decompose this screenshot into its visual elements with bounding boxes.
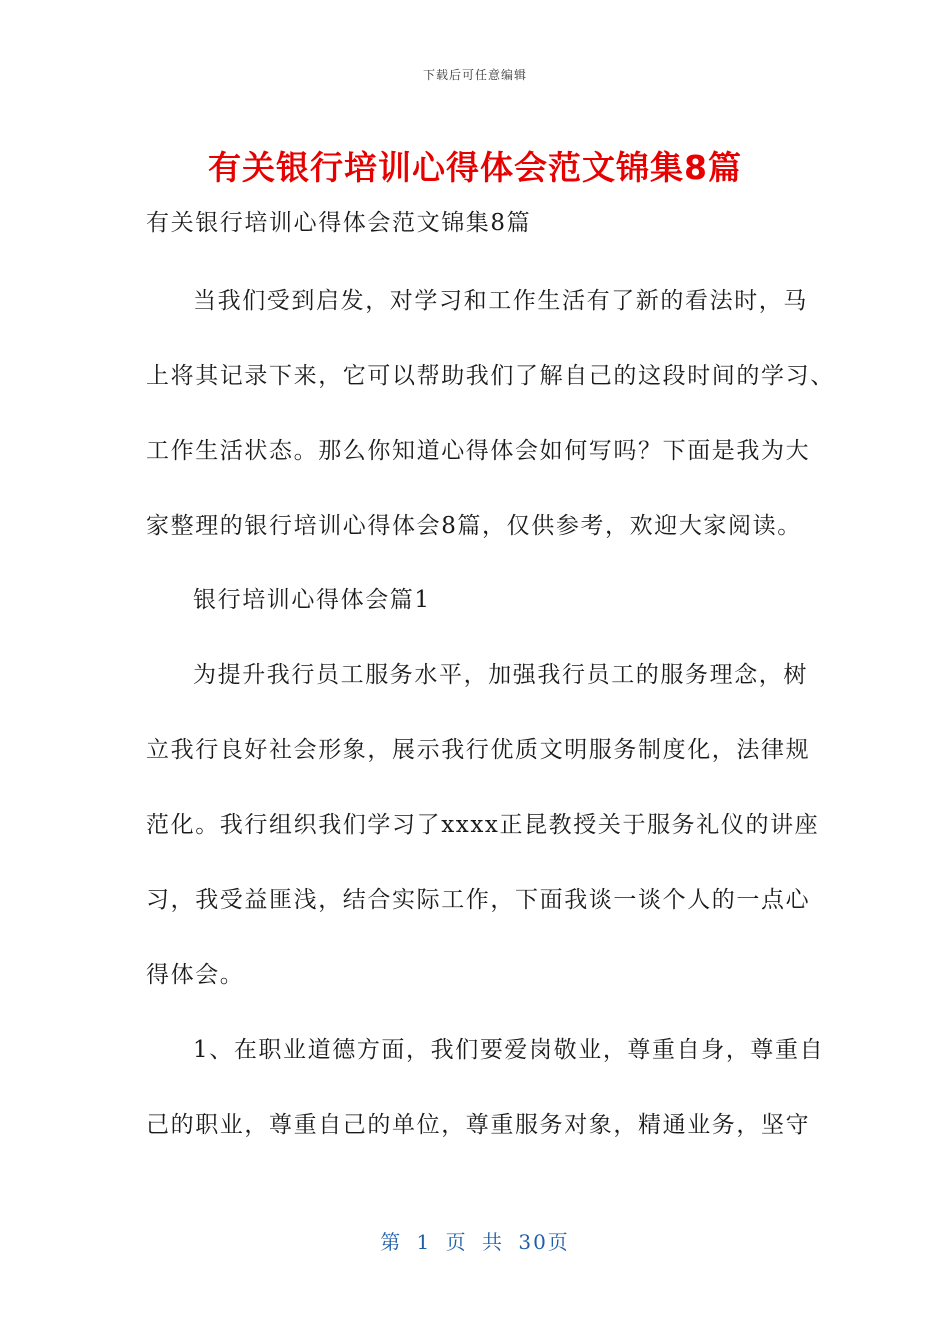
paragraph-line: 习，我受益匪浅，结合实际工作，下面我谈一谈个人的一点心	[146, 887, 811, 913]
paragraph-line: 当我们受到启发，对学习和工作生活有了新的看法时，马	[193, 288, 808, 314]
paragraph-line: 1、在职业道德方面，我们要爱岗敬业，尊重自身，尊重自	[193, 1037, 825, 1063]
paragraph-line: 上将其记录下来，它可以帮助我们了解自己的这段时间的学习、	[146, 363, 835, 389]
document-title: 有关银行培训心得体会范文锦集8篇	[208, 148, 742, 187]
section-heading: 银行培训心得体会篇1	[193, 587, 431, 613]
paragraph-line: 为提升我行员工服务水平，加强我行员工的服务理念，树	[193, 662, 808, 688]
paragraph-line: 得体会。	[146, 962, 245, 988]
subtitle-line: 有关银行培训心得体会范文锦集8篇	[146, 210, 532, 236]
paragraph-line: 工作生活状态。那么你知道心得体会如何写吗？下面是我为大	[146, 438, 811, 464]
paragraph-line: 范化。我行组织我们学习了xxxx正昆教授关于服务礼仪的讲座	[146, 812, 820, 838]
paragraph-line: 立我行良好社会形象，展示我行优质文明服务制度化，法律规	[146, 737, 811, 763]
paragraph-line: 己的职业，尊重自己的单位，尊重服务对象，精通业务，坚守	[146, 1112, 811, 1138]
page-number: 第 1 页 共 30页	[380, 1230, 570, 1254]
paragraph-line: 家整理的银行培训心得体会8篇，仅供参考，欢迎大家阅读。	[146, 513, 802, 539]
header-note: 下载后可任意编辑	[422, 68, 527, 82]
